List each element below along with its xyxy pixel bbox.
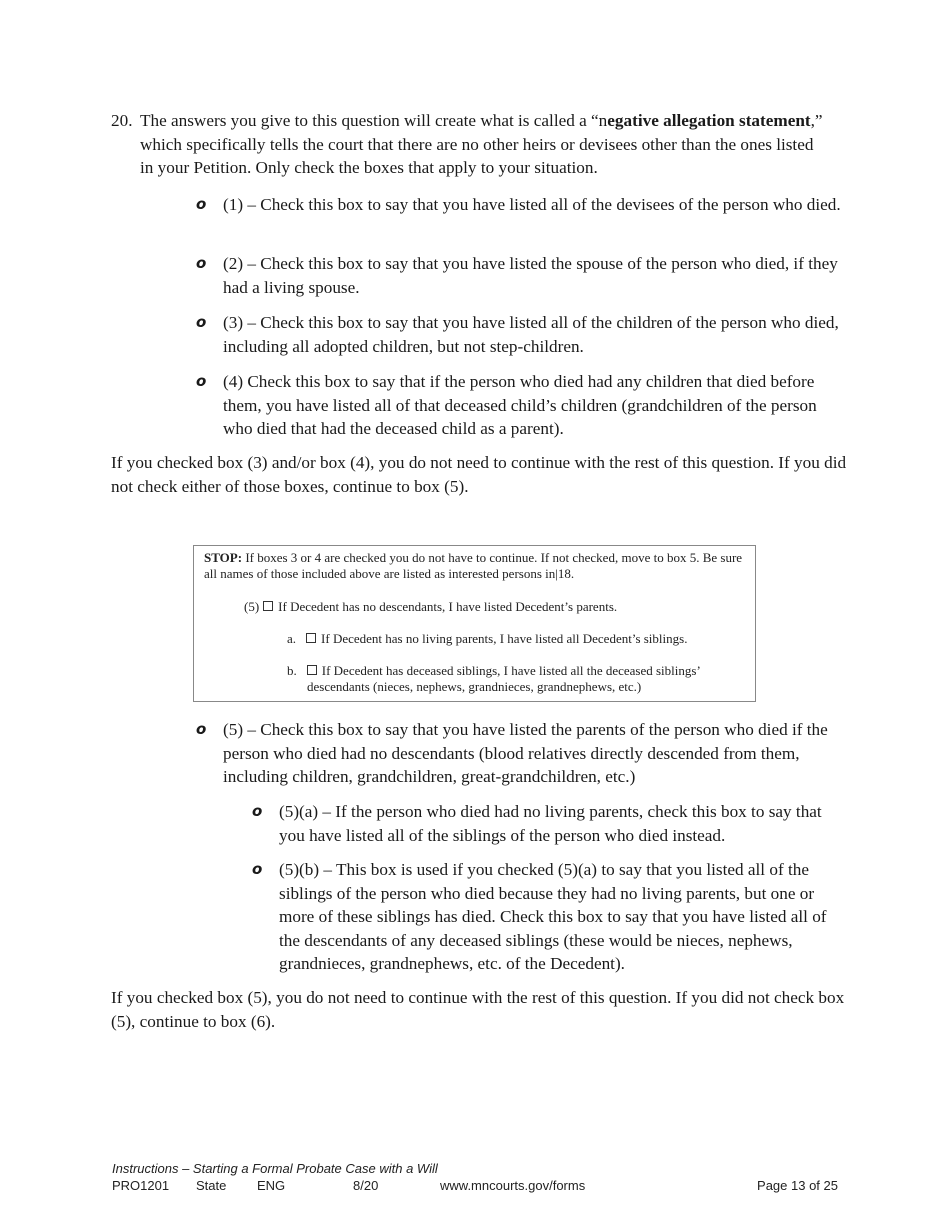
bullet-text: (1) – Check this box to say that you have listed all of the devisees of the person who died. [223,195,841,214]
bullet-text: (5)(a) – If the person who died had no living parents, check this box to say that you have listed all of the siblings of the person who died instead. [279,802,822,845]
bullet-text: (5)(b) – This box is used if you checked (5)(a) to say that you listed all of the siblings of the person who died because they had no living parents, but one or more of these siblings has died. Check this box to say that you have listed all of the descendants of any deceased siblings (these would be nieces, nephews, grandnieces, grandnephews, etc. of the Decedent). [279,860,827,973]
stop-text: If boxes 3 or 4 are checked you do not have to continue. If not checked, move to box 5. Be sure all names of those included above are listed as interested persons in|18. [204,550,743,581]
item-5-label: (5) [244,599,260,614]
question-number: 20. [111,111,133,130]
bullet-marker-icon: o [252,860,263,878]
footer-page-number: Page 13 of 25 [757,1178,838,1193]
bullet-item-2 [196,252,844,299]
form-item-5b [287,663,737,695]
item-5a-text: If Decedent has no living parents, I have listed all Decedent’s siblings. [321,631,688,646]
bullet-item-5 [196,718,844,789]
bullet-marker-icon: o [252,802,263,820]
footer-date: 8/20 [353,1178,379,1193]
bullet-text: (4) Check this box to say that if the person who died had any children that died before them, you have listed all of that deceased child’s children (grandchildren of the person who died that had the deceased child as a parent). [223,372,817,438]
item-5b-text-line-1: If Decedent has deceased siblings, I have listed all the deceased siblings’ [321,663,701,678]
bullet-marker-icon: o [196,313,207,331]
bullet-text: (5) – Check this box to say that you have listed the parents of the person who died if the person who died had no descendants (blood relatives directly descended from them, including children, grandchildren, great-grandchildren, etc.) [223,720,828,786]
footer-title: Instructions – Starting a Formal Probate Case with a Will [112,1161,438,1176]
bullet-marker-icon: o [196,254,207,272]
intro-bold-term: egative allegation statement [607,111,811,130]
checkbox-icon [307,665,317,675]
form-item-5a [287,631,687,647]
intro-text-start: The answers you give to this question will create what is called a “n [140,111,608,130]
question-20 [111,109,831,180]
footer-state: State [196,1178,227,1193]
paragraph-after-box-4: If you checked box (3) and/or box (4), you do not need to continue with the rest of this question. If you did not check either of those boxes, continue to box (5). [111,453,847,496]
bullet-marker-icon: o [196,372,207,390]
checkbox-icon [306,633,316,643]
footer-url-link[interactable]: www.mncourts.gov/forms [440,1178,586,1193]
item-5a-label: a. [287,631,297,646]
bullet-item-4 [196,370,844,441]
bullet-item-1 [196,193,844,217]
bullet-item-3 [196,311,844,358]
footer-meta-row [112,1177,842,1194]
sub-bullet-5a [252,800,842,847]
intro-text-end: ,” which specifically tells the court that there are no other heirs or devisees other than the ones listed in your Petition. Only check the boxes that apply to your situation. [140,111,823,177]
footer-language: ENG [257,1178,286,1193]
bullet-marker-icon: o [196,720,207,738]
checkbox-icon [263,601,273,611]
paragraph-after-box-5: If you checked box (5), you do not need to continue with the rest of this question. If you did not check box (5), continue to box (6). [111,988,845,1031]
item-5-text: If Decedent has no descendants, I have listed Decedent’s parents. [278,599,618,614]
bullet-marker-icon: o [196,195,207,213]
footer-form-code: PRO1201 [112,1178,170,1193]
question-20-intro [140,109,831,180]
bullet-text: (2) – Check this box to say that you have listed the spouse of the person who died, if they had a living spouse. [223,254,838,297]
stop-label: STOP: [204,550,243,565]
form-excerpt-box [193,545,756,702]
stop-instruction [204,550,752,582]
page-footer [112,1160,842,1194]
form-item-5 [244,599,617,615]
sub-bullet-5b [252,858,842,976]
bullet-text: (3) – Check this box to say that you have listed all of the children of the person who died, including all adopted children, but not step-children. [223,313,839,356]
item-5b-label: b. [287,663,297,678]
item-5b-text-line-2: descendants (nieces, nephews, grandnieces, grandnephews, etc.) [307,679,642,694]
